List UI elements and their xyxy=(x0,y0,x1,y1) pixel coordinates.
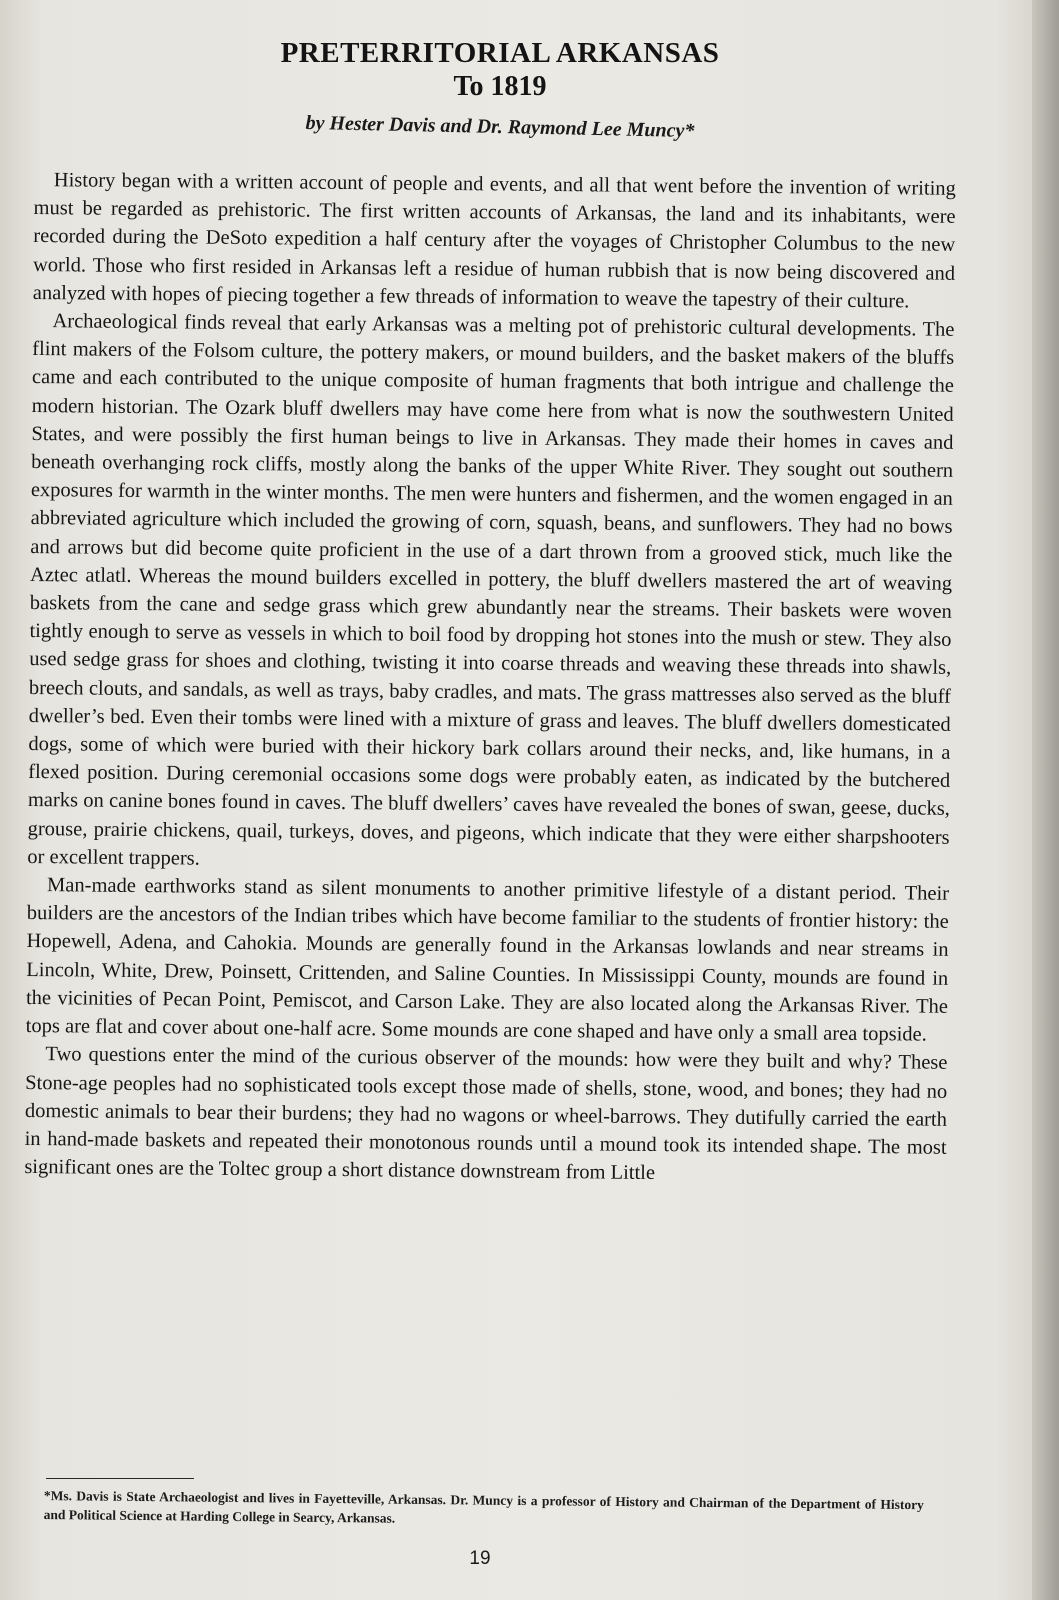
title-block xyxy=(200,36,800,104)
paragraph-1: History began with a written account of people and events, and all that went before the invention of writing must be regarded as prehistoric. The first written accounts of Arkansas, the land and its inhabitants, were recorded during the DeSoto expedition a half century after the voyages of Christopher Columbus to the new world. Those who first resided in Arkansas left a residue of human rubbish that is now being discovered and analyzed with hopes of piecing together a few threads of information to weave the tapestry of their culture. xyxy=(32,169,956,313)
paragraph-3: Man-made earthworks stand as silent monuments to another primitive lifestyle of a distant period. Their builders are the ancestors of the Indian tribes which have become familiar to the students of frontier history: the Hopewell, Adena, and Cahokia. Mounds are generally found in the Arkansas lowlands and near streams in Lincoln, White, Drew, Poinsett, Crittenden, and Saline Counties. In Mississippi County, mounds are found in the vicinities of Pecan Point, Pemiscot, and Carson Lake. They are also located along the Arkansas River. The tops are flat and cover about one-half acre. Some mounds are cone shaped and have only a small area topside. xyxy=(25,874,950,1046)
article-body xyxy=(24,166,956,1190)
article-title: PRETERRITORIAL ARKANSAS xyxy=(280,37,720,69)
page-number: 19 xyxy=(469,1548,491,1569)
footnote-divider xyxy=(46,1478,194,1479)
article-subtitle: To 1819 xyxy=(453,71,547,102)
paragraph-2: Archaeological finds reveal that early Arkansas was a melting pot of prehistoric cultural developments. The flint makers of the Folsom culture, the pottery makers, or mound builders, and the basket makers of the bluffs came and each contributed to the unique composite of human fragments that both intrigue and challenge the modern historian. The Ozark bluff dwellers may have come here from what is now the southwestern United States, and were possibly the first human beings to live in Arkansas. They made their homes in caves and beneath overhanging rock cliffs, mostly along the banks of the upper White River. They sought out southern exposures for warmth in the winter months. The men were hunters and fishermen, and the women engaged in an abbreviated agriculture which included the growing of corn, squash, beans, and sunflowers. They had no bows and arrows but did become quite proficient in the use of a dart thrown from a grooved stick, much like the Aztec atlatl. Whereas the mound builders excelled in pottery, the bluff dwellers mastered the art of weaving baskets from the cane and sedge grass which grew abundantly near the streams. Their baskets were woven tightly enough to serve as vessels in which to boil food by dropping hot stones into the mush or stew. They also used sedge grass for shoes and clothing, twisting it into coarse threads and weaving these threads into shawls, breech clouts, and sandals, as well as trays, baby cradles, and mats. The grass mattresses also served as the bluff dweller’s bed. Even their tombs were lined with a mixture of grass and leaves. The bluff dwellers domesticated dogs, some of which were buried with their hickory bark collars around their necks, and, like humans, in a flexed position. During ceremonial occasions some dogs were probably eaten, as indicated by the butchered marks on canine bones found in caves. The bluff dwellers’ caves have revealed the bones of swan, geese, ducks, grouse, prairie chickens, quail, turkeys, doves, and pigeons, which indicate that they were either sharpshooters or excellent trappers. xyxy=(27,310,955,870)
footnote: *Ms. Davis is State Archaeologist and lives in Fayetteville, Arkansas. Dr. Muncy is a professor of History and Chairman of the Department of History and Political Science at Harding College in Searcy, Arkansas. xyxy=(43,1487,924,1526)
page-edge-shadow xyxy=(1032,0,1059,1600)
paragraph-4: Two questions enter the mind of the curious observer of the mounds: how were they built and why? These Stone-age peoples had no sophisticated tools except those made of shells, stone, wood, and bones; they had no domestic animals to bear their burdens; they had no wagons or wheel-barrows. They dutifully carried the earth in hand-made baskets and repeated their monotonous rounds until a mound took its intended shape. The most significant ones are the Toltec group a short distance downstream from Little xyxy=(24,1043,948,1185)
article-byline: by Hester Davis and Dr. Raymond Lee Muncy* xyxy=(305,111,695,143)
